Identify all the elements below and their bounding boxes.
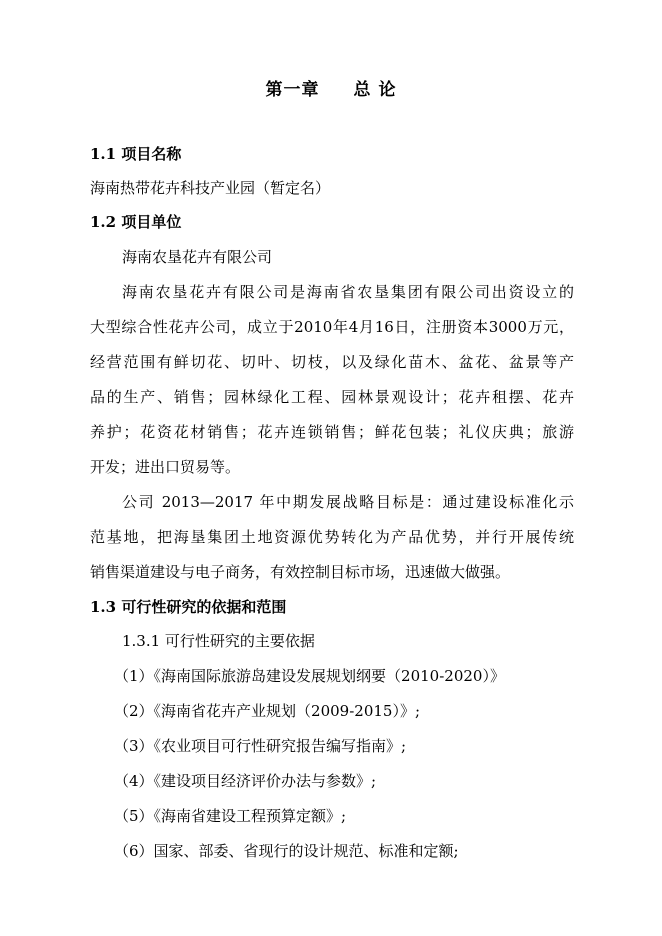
basis-list-item: （5）《海南省建设工程预算定额》; [114, 807, 347, 825]
paragraph-line: 海南农垦花卉有限公司是海南省农垦集团有限公司出资设立的 [122, 283, 574, 301]
chapter-name: 总 论 [353, 80, 397, 100]
paragraph-line: 养护；花资花材销售；花卉连锁销售；鲜花包装；礼仪庆典；旅游 [90, 423, 574, 441]
paragraph-line: 公司 2013—2017 年中期发展战略目标是：通过建设标准化示 [122, 493, 574, 511]
paragraph-line: 开发；进出口贸易等。 [90, 458, 241, 476]
basis-list-item: （3）《农业项目可行性研究报告编写指南》; [114, 737, 407, 755]
subsection-heading-1-3-1: 1.3.1 可行性研究的主要依据 [122, 632, 315, 650]
chapter-title [0, 78, 662, 102]
paragraph-line: 范基地，把海垦集团土地资源优势转化为产品优势，并行开展传统 [90, 528, 574, 546]
paragraph-line: 销售渠道建设与电子商务，有效控制目标市场，迅速做大做强。 [90, 563, 511, 581]
chapter-number: 第一章 [265, 80, 320, 100]
basis-list-item: （1）《海南国际旅游岛建设发展规划纲要（2010-2020）》 [114, 667, 505, 685]
section-heading-1-1: 1.1 项目名称 [90, 145, 182, 163]
project-name-text: 海南热带花卉科技产业园（暂定名） [90, 179, 331, 197]
company-name-text: 海南农垦花卉有限公司 [122, 248, 273, 266]
section-heading-1-3: 1.3 可行性研究的依据和范围 [90, 598, 287, 616]
paragraph-line: 经营范围有鲜切花、切叶、切枝，以及绿化苗木、盆花、盆景等产 [90, 353, 574, 371]
basis-list-item: （2）《海南省花卉产业规划（2009-2015）》; [114, 702, 421, 720]
section-heading-1-2: 1.2 项目单位 [90, 213, 182, 231]
basis-list-item: （4）《建设项目经济评价办法与参数》; [114, 772, 377, 790]
basis-list-item: （6）国家、部委、省现行的设计规范、标准和定额; [114, 842, 459, 860]
paragraph-line: 大型综合性花卉公司，成立于2010年4月16日，注册资本3000万元， [90, 318, 574, 336]
paragraph-line: 品的生产、销售；园林绿化工程、园林景观设计；花卉租摆、花卉 [90, 388, 574, 406]
